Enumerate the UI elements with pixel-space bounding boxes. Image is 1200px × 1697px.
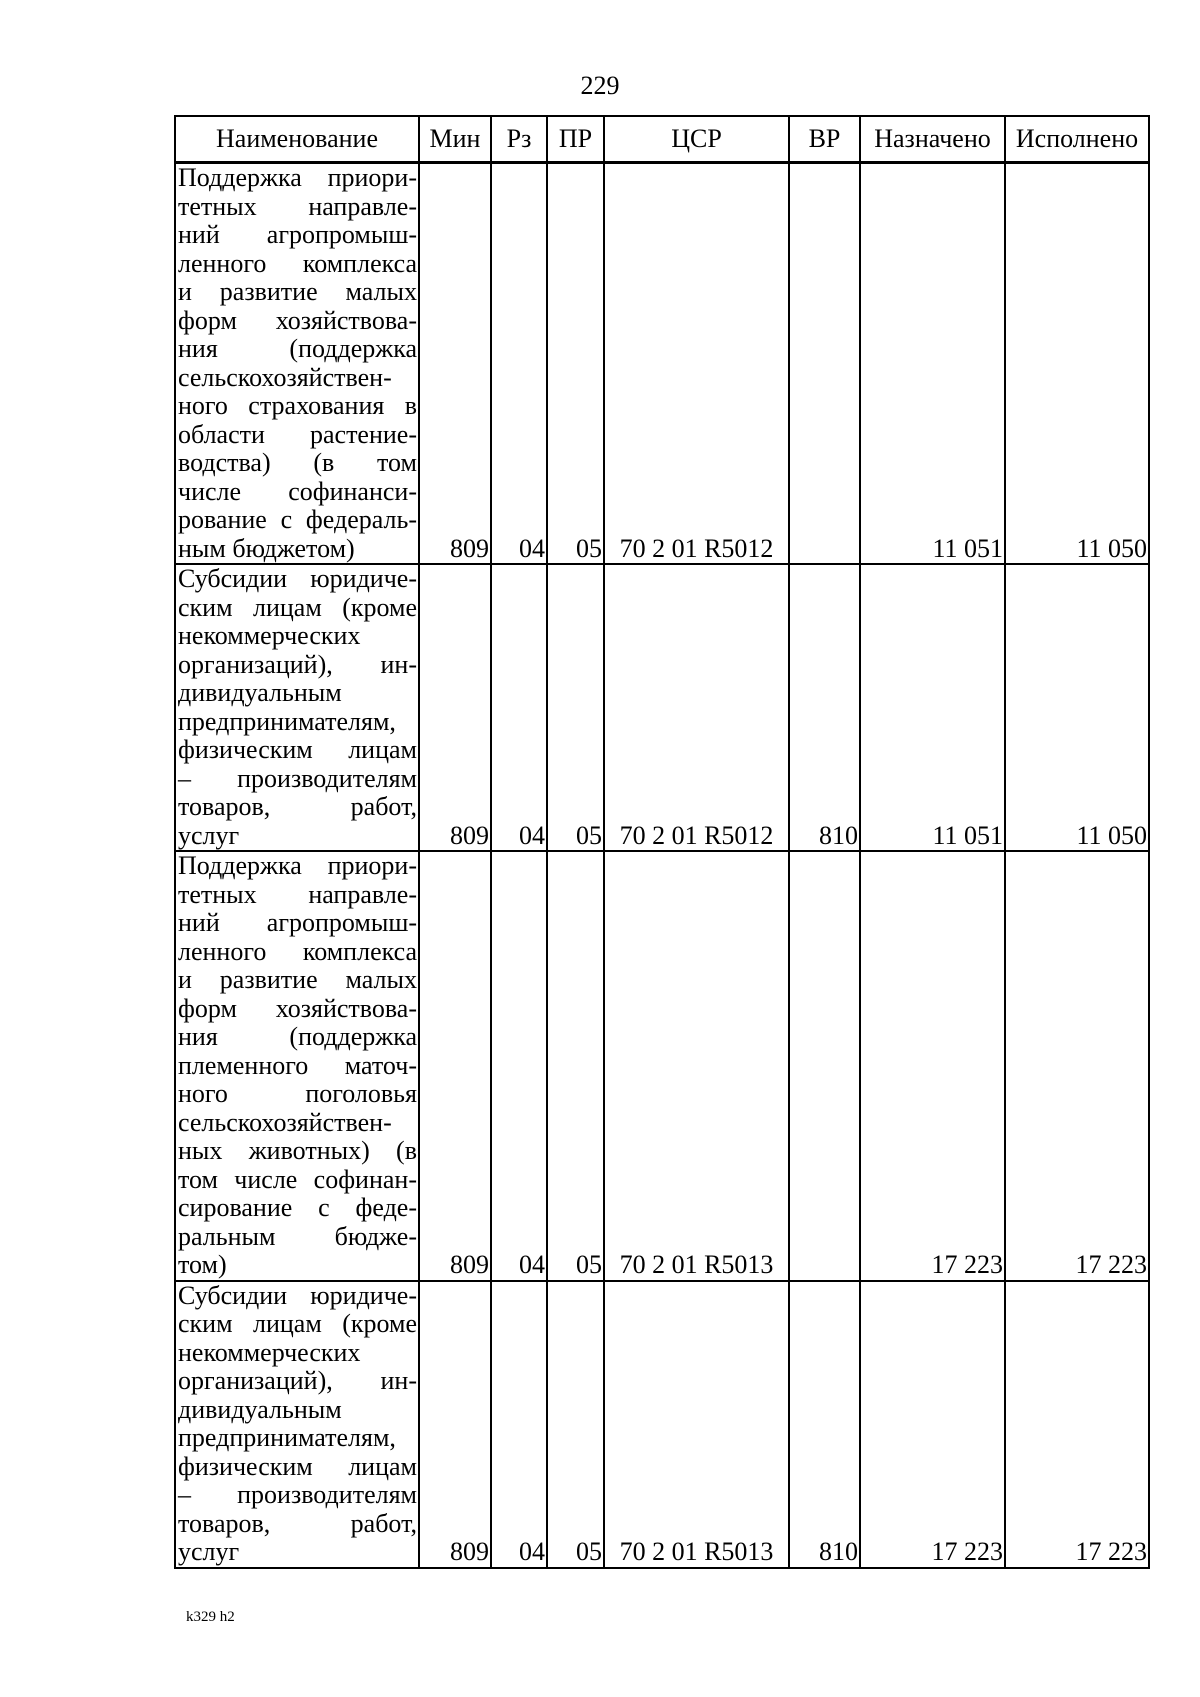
cell-executed: 11 050 [1005, 564, 1149, 851]
cell-name-line: физическим лицам [178, 735, 417, 764]
table-body [175, 163, 1149, 1568]
cell-name-line: рование с федераль- [178, 505, 417, 534]
cell-name-line: форм хозяйствова- [178, 993, 417, 1023]
cell-name-line: ральным бюдже- [178, 1221, 417, 1251]
cell-name-line: Поддержка приори- [178, 163, 417, 192]
cell-name-line: Поддержка приори- [178, 851, 417, 880]
cell-name-line: водства) (в том [178, 448, 417, 477]
cell-name-line: дивидуальным [178, 678, 342, 707]
header-pr: ПР [547, 116, 604, 163]
cell-name-line: ским лицам (кроме [178, 592, 417, 622]
cell-rz: 04 [491, 163, 547, 565]
header-rz: Рз [491, 116, 547, 163]
cell-rz: 04 [491, 1281, 547, 1568]
cell-executed: 11 050 [1005, 163, 1149, 565]
cell-name-line: ным бюджетом) [178, 533, 355, 563]
table-header-row [175, 116, 1149, 163]
cell-name-line: – производителям [178, 1480, 417, 1509]
cell-name [175, 163, 419, 565]
cell-name-line: племенного маточ- [178, 1050, 417, 1080]
cell-csr: 70 2 01 R5013 [604, 851, 789, 1281]
header-assigned: Назначено [860, 116, 1005, 163]
cell-name-line: Субсидии юридиче- [178, 1280, 417, 1310]
cell-vr: 810 [789, 564, 860, 851]
cell-name-line: форм хозяйствова- [178, 305, 417, 335]
table-row [175, 163, 1149, 565]
cell-name-line: некоммерческих [178, 1337, 361, 1367]
cell-pr: 05 [547, 1281, 604, 1568]
cell-name-line: области растение- [178, 419, 417, 449]
cell-vr [789, 851, 860, 1281]
cell-name-line: некоммерческих [178, 621, 361, 650]
cell-vr: 810 [789, 1281, 860, 1568]
cell-name [175, 564, 419, 851]
cell-rz: 04 [491, 851, 547, 1281]
header-min: Мин [419, 116, 491, 163]
cell-name-line: ленного комплекса [178, 248, 417, 278]
cell-name-line: ским лицам (кроме [178, 1309, 417, 1338]
cell-name-line: услуг [178, 1537, 240, 1566]
cell-name-line: ний агропромыш- [178, 908, 417, 937]
table-row [175, 1281, 1149, 1568]
header-name: Наименование [175, 116, 419, 163]
cell-name-line: услуг [178, 820, 240, 850]
cell-name-line: ного страхования в [178, 391, 417, 420]
header-vr: ВР [789, 116, 860, 163]
cell-name-line: том числе софинан- [178, 1164, 417, 1194]
cell-csr: 70 2 01 R5013 [604, 1281, 789, 1568]
cell-csr: 70 2 01 R5012 [604, 564, 789, 851]
footer-code: k329 h2 [186, 1609, 235, 1625]
cell-name-line: и развитие малых [178, 965, 417, 994]
cell-name-line: Субсидии юридиче- [178, 564, 417, 593]
cell-name-line: физическим лицам [178, 1451, 417, 1481]
cell-assigned: 11 051 [860, 564, 1005, 851]
cell-name-line: организаций), ин- [178, 649, 417, 679]
cell-name-line: тетных направле- [178, 191, 417, 221]
cell-name-line: предпринимателям, [178, 1423, 396, 1452]
cell-name-line: ного поголовья [178, 1079, 417, 1108]
cell-name-line: числе софинанси- [178, 476, 417, 506]
cell-name-line: товаров, работ, [178, 1508, 417, 1538]
cell-rz: 04 [491, 564, 547, 851]
cell-name-line: сирование с феде- [178, 1193, 417, 1222]
cell-name-line: – производителям [178, 763, 417, 793]
cell-assigned: 17 223 [860, 1281, 1005, 1568]
cell-name-line: организаций), ин- [178, 1366, 417, 1395]
cell-pr: 05 [547, 564, 604, 851]
cell-name-line: ния (поддержка [178, 1022, 417, 1051]
cell-assigned: 17 223 [860, 851, 1005, 1281]
cell-pr: 05 [547, 163, 604, 565]
cell-min: 809 [419, 851, 491, 1281]
cell-name-line: ний агропромыш- [178, 220, 417, 249]
cell-executed: 17 223 [1005, 1281, 1149, 1568]
cell-name-line: дивидуальным [178, 1394, 342, 1424]
cell-name [175, 1281, 419, 1568]
table-row [175, 564, 1149, 851]
cell-name-line: и развитие малых [178, 277, 417, 306]
budget-table [174, 115, 1150, 1569]
cell-name-line: ных животных) (в [178, 1136, 417, 1165]
cell-name-line: ния (поддержка [178, 334, 417, 363]
cell-min: 809 [419, 1281, 491, 1568]
cell-name [175, 851, 419, 1281]
page-number: 229 [580, 71, 620, 100]
cell-assigned: 11 051 [860, 163, 1005, 565]
cell-name-line: сельскохозяйствен- [178, 1107, 392, 1137]
cell-name-line: товаров, работ, [178, 792, 417, 821]
cell-name-line: том) [178, 1250, 227, 1279]
header-csr: ЦСР [604, 116, 789, 163]
cell-executed: 17 223 [1005, 851, 1149, 1281]
cell-min: 809 [419, 163, 491, 565]
cell-name-line: предпринимателям, [178, 706, 396, 736]
table-row [175, 851, 1149, 1281]
cell-name-line: сельскохозяйствен- [178, 362, 392, 392]
cell-csr: 70 2 01 R5012 [604, 163, 789, 565]
cell-name-line: ленного комплекса [178, 936, 417, 966]
cell-name-line: тетных направле- [178, 879, 417, 909]
cell-pr: 05 [547, 851, 604, 1281]
cell-min: 809 [419, 564, 491, 851]
header-executed: Исполнено [1005, 116, 1149, 163]
cell-vr [789, 163, 860, 565]
